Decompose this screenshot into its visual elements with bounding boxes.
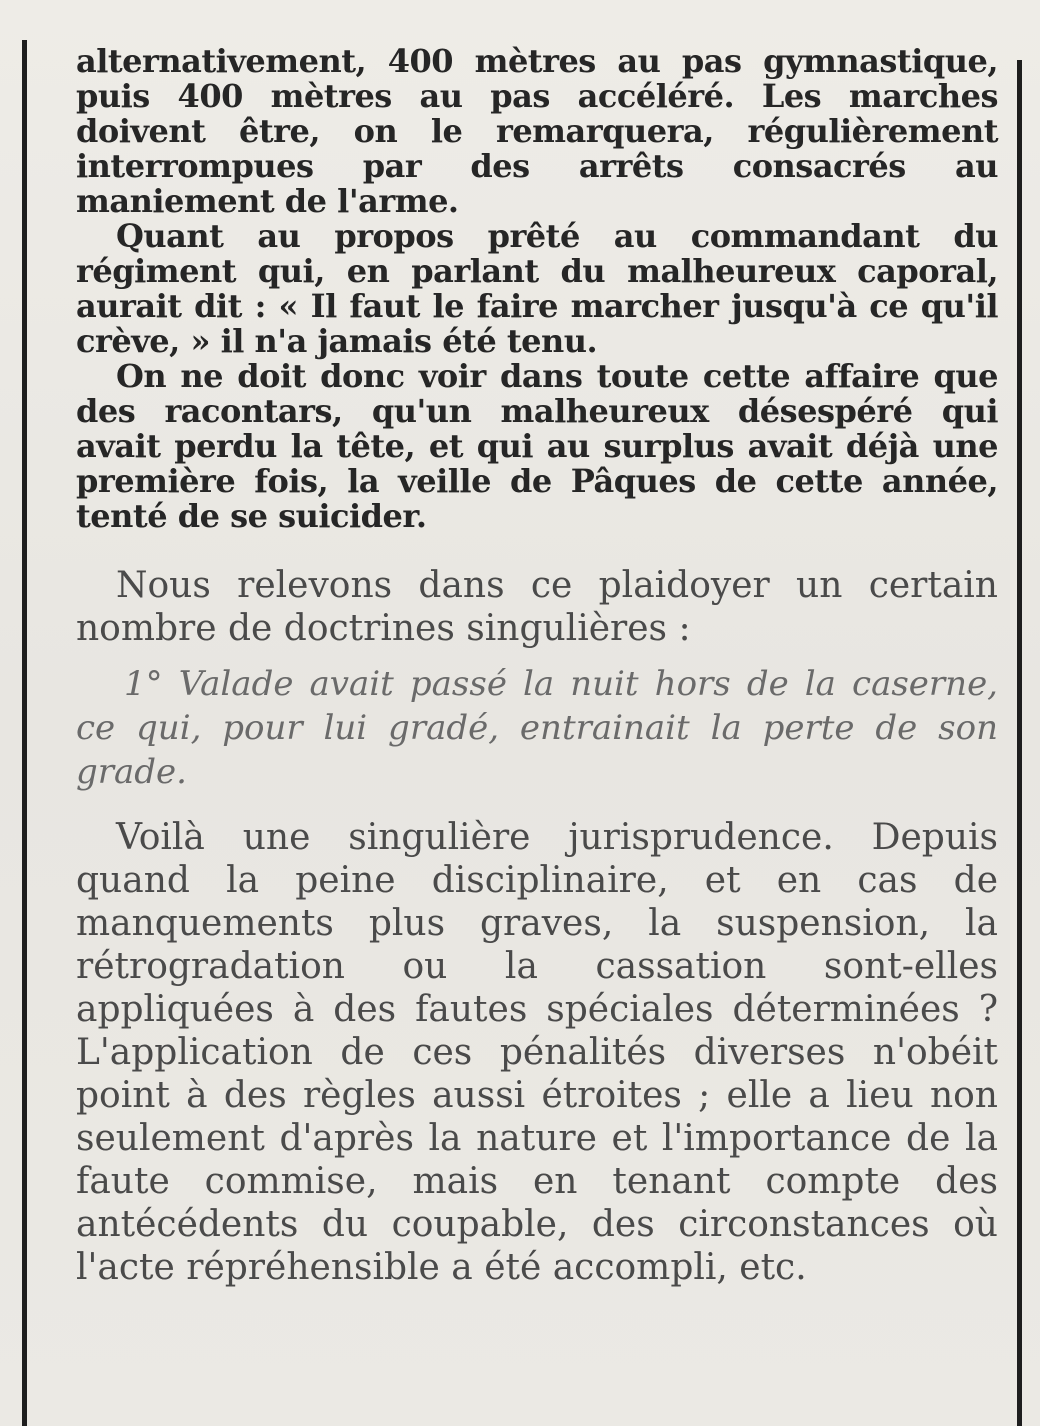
article-column	[76, 44, 998, 1289]
paragraph-continuation: alternativement, 400 mètres au pas gymnastique, puis 400 mètres au pas accéléré. Les marches doivent être, on le remarquera, régulièrement interrompues par des arrêts consacrés au maniement de l'arme.	[76, 42, 998, 220]
column-rule-right	[1017, 60, 1022, 1426]
paragraph-jurisprudence: Voilà une singulière jurisprudence. Depuis quand la peine disciplinaire, et en cas de manquements plus graves, la suspension, la rétrogradation ou la cassation sont-elles appliquées à des fautes spéciales déterminées ? L'application de ces pénalités diverses n'obéit point à des règles aussi étroites ; elle a lieu non seulement d'après la nature et l'importance de la faute commise, mais en tenant compte des antécédents du coupable, des circonstances où l'acte répréhensible a été accompli, etc.	[76, 817, 998, 1288]
paragraph-conclusion: On ne doit donc voir dans toute cette affaire que des racontars, qu'un malheureux désespéré qui avait perdu la tête, et qui au surplus avait déjà une première fois, la veille de Pâques de cette année, tenté de se suicider.	[76, 357, 998, 535]
paragraph-doctrines-intro: Nous relevons dans ce plaidoyer un certain nombre de doctrines singulières :	[76, 565, 998, 649]
column-rule-left	[22, 40, 27, 1426]
paragraph-quoted-point-1: 1° Valade avait passé la nuit hors de la caserne, ce qui, pour lui gradé, entrainait la perte de son grade.	[76, 664, 998, 792]
paragraph-commander-quote: Quant au propos prêté au commandant du régiment qui, en parlant du malheureux caporal, aurait dit : « Il faut le faire marcher jusqu'à ce qu'il crève, » il n'a jamais été tenu.	[76, 217, 998, 360]
